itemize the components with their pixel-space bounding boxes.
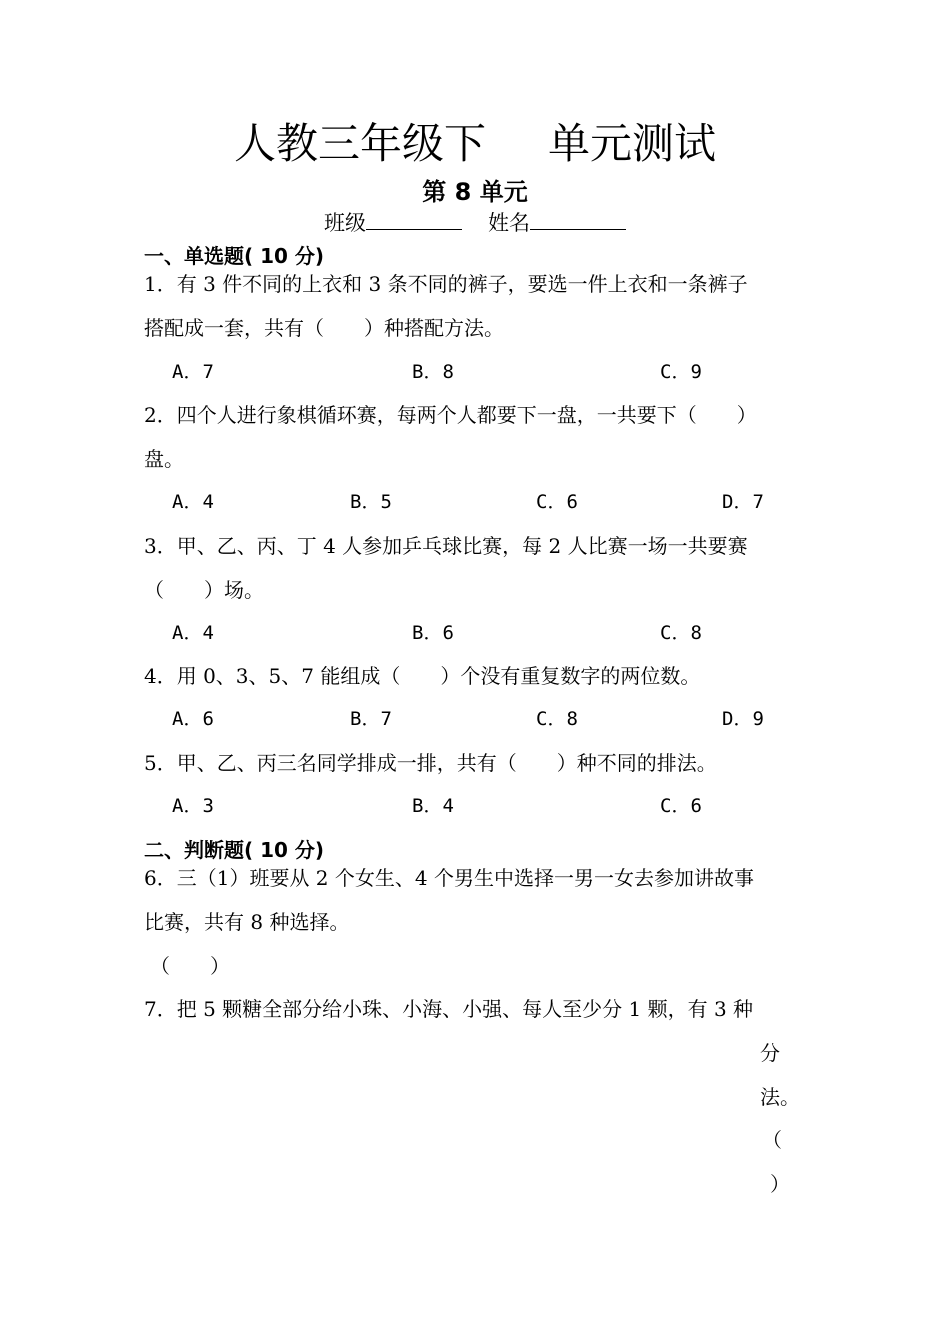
option-a[interactable]: A．4 (172, 491, 214, 513)
question-6-line-1: 6．三（1）班要从 2 个女生、4 个男生中选择一男一女去参加讲故事 (144, 866, 754, 890)
answer-blank-close[interactable]: ） (770, 1172, 790, 1196)
option-c[interactable]: C．6 (660, 795, 702, 817)
option-d[interactable]: D．7 (722, 491, 764, 513)
name-blank[interactable] (530, 209, 626, 230)
title-main: 人教三年级下 (233, 119, 486, 168)
question-7-tail-2: 法。 (760, 1085, 800, 1109)
question-1-line-2: 搭配成一套，共有（ ）种搭配方法。 (144, 316, 504, 340)
option-d[interactable]: D．9 (722, 708, 764, 730)
unit-subtitle: 第 8 单元 (422, 178, 528, 206)
question-7-tail-1: 分 (760, 1041, 780, 1065)
option-b[interactable]: B．8 (412, 361, 454, 383)
option-b[interactable]: B．7 (350, 708, 392, 730)
answer-blank[interactable]: （ ） (150, 954, 230, 978)
section-heading: 二、判断题( 10 分) (144, 838, 325, 862)
title-unit-test: 单元测试 (548, 119, 717, 168)
question-3-line-1: 3．甲、乙、丙、丁 4 人参加乒乓球比赛，每 2 人比赛一场一共要赛 (144, 534, 748, 558)
question-4-line-1: 4．用 0、3、5、7 能组成（ ）个没有重复数字的两位数。 (144, 664, 701, 688)
question-5-line-1: 5．甲、乙、丙三名同学排成一排，共有（ ）种不同的排法。 (144, 751, 717, 775)
option-a[interactable]: A．6 (172, 708, 214, 730)
question-2-line-2: 盘。 (144, 447, 184, 471)
class-blank[interactable] (366, 209, 462, 230)
question-6-line-2: 比赛，共有 8 种选择。 (144, 910, 350, 934)
option-c[interactable]: C．6 (536, 491, 578, 513)
question-1-line-1: 1．有 3 件不同的上衣和 3 条不同的裤子，要选一件上衣和一条裤子 (144, 272, 748, 296)
option-c[interactable]: C．9 (660, 361, 702, 383)
option-c[interactable]: C．8 (660, 622, 702, 644)
question-3-line-2: （ ）场。 (144, 578, 264, 602)
page-title (0, 118, 950, 170)
option-a[interactable]: A．3 (172, 795, 214, 817)
section-heading: 一、单选题( 10 分) (144, 244, 325, 268)
student-info (0, 207, 950, 237)
option-a[interactable]: A．7 (172, 361, 214, 383)
option-b[interactable]: B．5 (350, 491, 392, 513)
option-c[interactable]: C．8 (536, 708, 578, 730)
class-label: 班级 (324, 211, 366, 235)
name-label: 姓名 (488, 211, 530, 235)
answer-blank-open[interactable]: （ (762, 1128, 782, 1152)
option-b[interactable]: B．6 (412, 622, 454, 644)
question-2-line-1: 2．四个人进行象棋循环赛，每两个人都要下一盘，一共要下（ ） (144, 403, 757, 427)
option-a[interactable]: A．4 (172, 622, 214, 644)
option-b[interactable]: B．4 (412, 795, 454, 817)
question-7-line-1: 7．把 5 颗糖全部分给小珠、小海、小强、每人至少分 1 颗，有 3 种 (144, 997, 754, 1021)
